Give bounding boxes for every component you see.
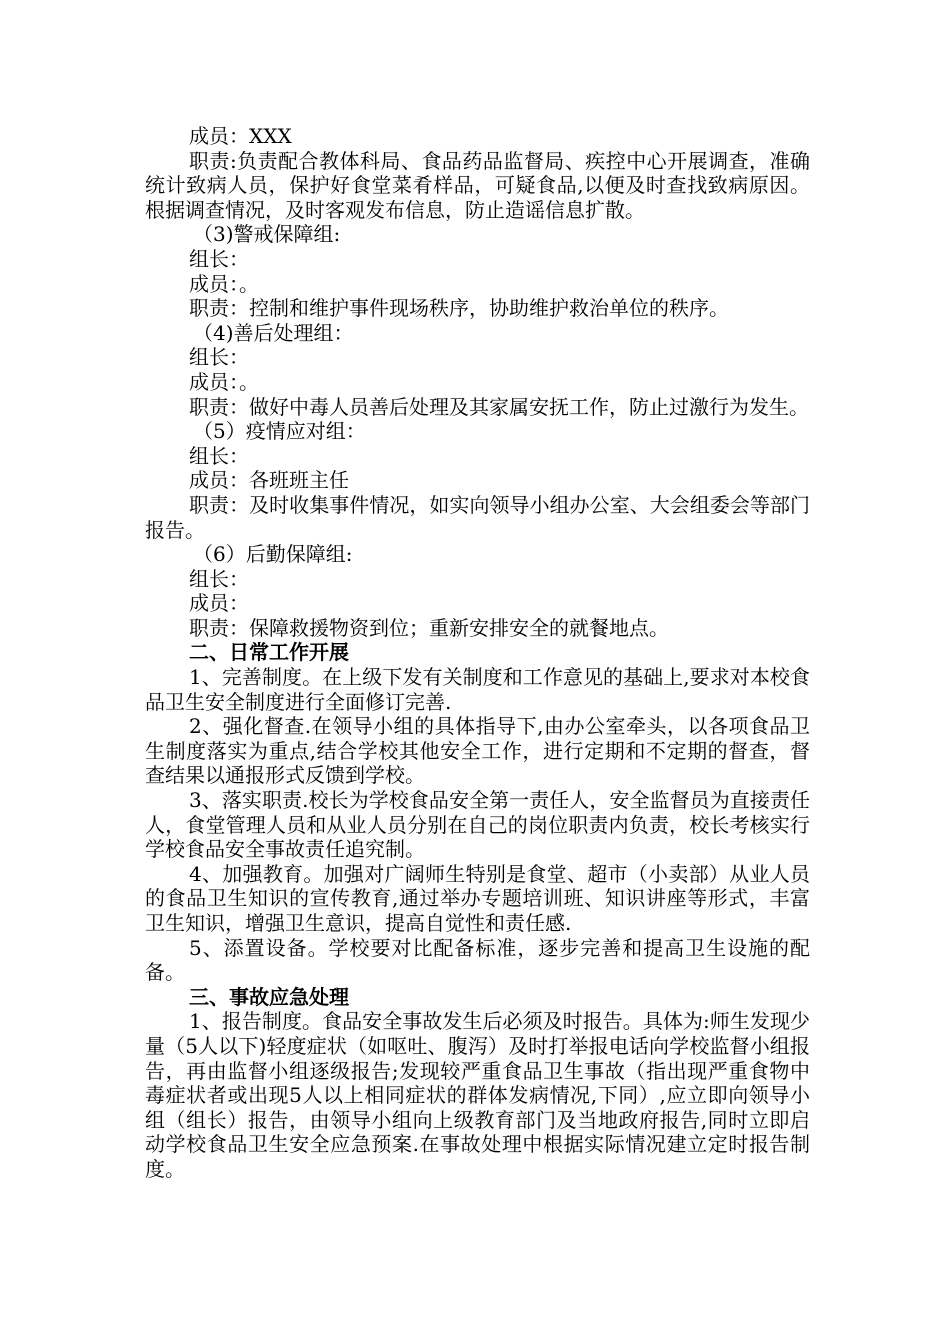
section-heading-daily-work: 二、日常工作开展 xyxy=(189,640,349,665)
paragraph-duty-security: 职责：控制和维护事件现场秩序，协助维护救治单位的秩序。 xyxy=(189,296,729,321)
paragraph-daily-2: 2、强化督查.在领导小组的具体指导下,由办公室牵头，以各项食品卫生制度落实为重点,结合学校其他安全工作，进行定期和不定期的督查，督查结果以通报形式反馈到学校。 xyxy=(145,714,810,788)
document-body xyxy=(145,124,810,1182)
paragraph-duty-logistics: 职责：保障救援物资到位；重新安排安全的就餐地点。 xyxy=(189,615,669,640)
subsection-title-security: （3)警戒保障组: xyxy=(193,222,341,247)
paragraph-leader-epidemic: 组长： xyxy=(189,443,249,468)
subsection-title-aftermath: （4)善后处理组： xyxy=(193,320,354,345)
paragraph-duty-aftermath: 职责：做好中毒人员善后处理及其家属安抚工作，防止过激行为发生。 xyxy=(189,394,809,419)
subsection-title-epidemic: （5）疫情应对组： xyxy=(193,419,366,444)
paragraph-daily-5: 5、添置设备。学校要对比配备标准，逐步完善和提高卫生设施的配备。 xyxy=(145,935,810,985)
paragraph-daily-1: 1、完善制度。在上级下发有关制度和工作意见的基础上,要求对本校食品卫生安全制度进行全面修订完善. xyxy=(145,665,810,714)
section-heading-emergency: 三、事故应急处理 xyxy=(189,984,349,1009)
subsection-title-logistics: （6）后勤保障组: xyxy=(193,542,353,567)
paragraph-duty-epidemic: 职责：及时收集事件情况，如实向领导小组办公室、大会组委会等部门报告。 xyxy=(145,492,810,542)
paragraph-member-epidemic: 成员：各班班主任 xyxy=(189,468,349,493)
paragraph-member-aftermath: 成员：。 xyxy=(189,369,259,394)
paragraph-leader-logistics: 组长： xyxy=(189,566,249,591)
paragraph-member-security: 成员：。 xyxy=(189,271,259,296)
paragraph-leader-security: 组长： xyxy=(189,246,249,271)
paragraph-member-logistics: 成员： xyxy=(189,591,249,616)
paragraph-member-1: 成员：XXX xyxy=(189,124,292,148)
paragraph-daily-4: 4、加强教育。加强对广阔师生特别是食堂、超市（小卖部）从业人员的食品卫生知识的宣传教育,通过举办专题培训班、知识讲座等形式，丰富卫生知识，增强卫生意识，提高自觉性和责任感. xyxy=(145,861,810,935)
paragraph-duty-investigation: 职责:负责配合教体科局、食品药品监督局、疾控中心开展调查，准确统计致病人员，保护好食堂菜肴样品，可疑食品,以便及时查找致病原因。根据调查情况，及时客观发布信息，防止造谣信息扩散。 xyxy=(145,148,810,222)
paragraph-emergency-1: 1、报告制度。食品安全事故发生后必须及时报告。具体为:师生发现少量（5人以下)轻度症状（如呕吐、腹泻）及时打举报电话向学校监督小组报告，再由监督小组逐级报告;发现较严重食品卫生事故（指出现严重食物中毒症状者或出现5人以上相同症状的群体发病情况,下同）,应立即向领导小组（组长）报告，由领导小组向上级教育部门及当地政府报告,同时立即启动学校食品卫生安全应急预案.在事故处理中根据实际情况建立定时报告制度。 xyxy=(145,1009,810,1181)
paragraph-daily-3: 3、落实职责.校长为学校食品安全第一责任人，安全监督员为直接责任人，食堂管理人员和从业人员分别在自己的岗位职责内负责，校长考核实行学校食品安全事故责任追究制。 xyxy=(145,788,810,862)
paragraph-leader-aftermath: 组长： xyxy=(189,345,249,370)
